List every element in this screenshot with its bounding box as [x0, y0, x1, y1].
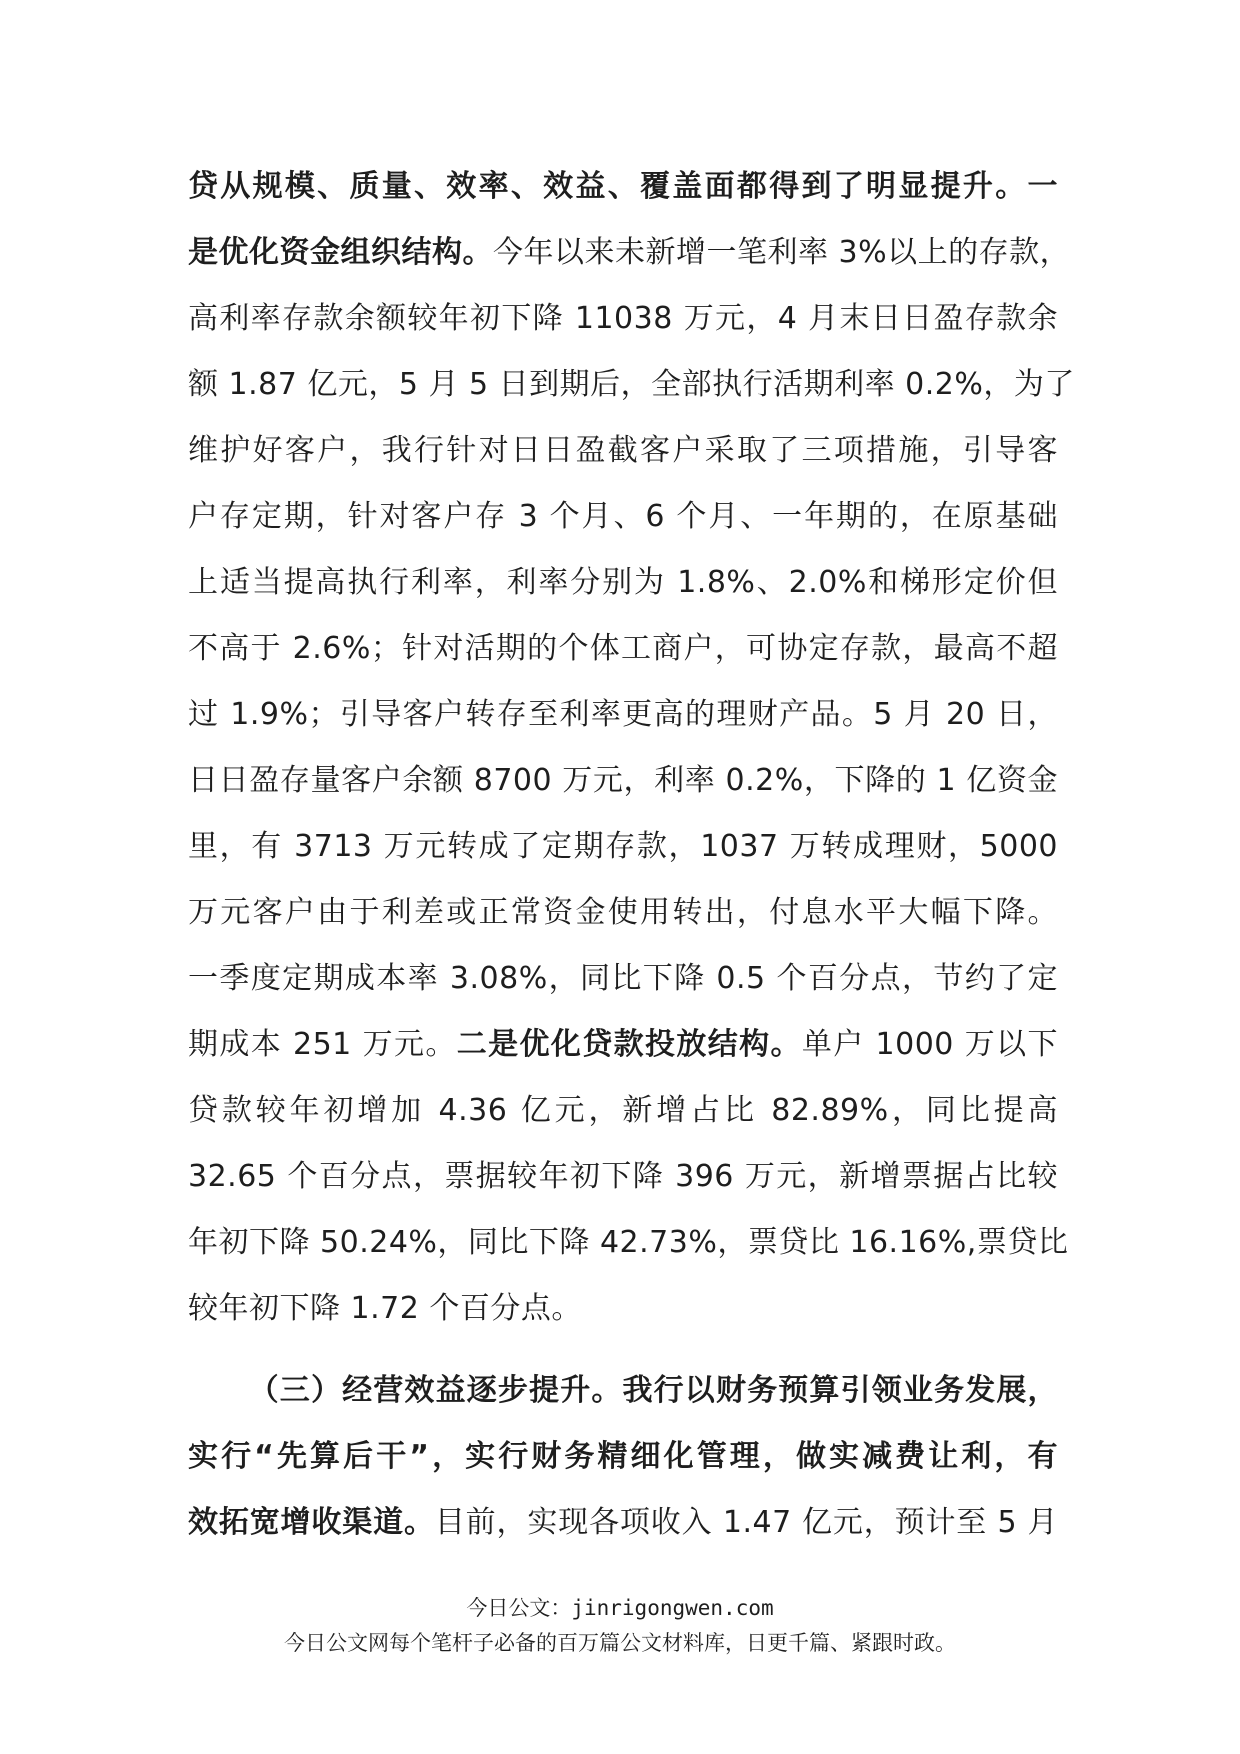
body-text: 上适当提高执行利率，利率分别为 1.8%、2.0%和梯形定价但	[188, 565, 1058, 600]
body-text: 万元客户由于利差或正常资金使用转出，付息水平大幅下降。	[188, 895, 1058, 930]
document-body	[188, 154, 1075, 1556]
body-text: 今年以来未新增一笔利率 3%以上的存款，	[493, 235, 1071, 270]
paragraph-line	[188, 814, 1058, 880]
paragraph-line	[188, 1012, 1058, 1078]
body-text: 单户 1000 万以下	[801, 1027, 1059, 1062]
bold-text: 效拓宽增收渠道。	[188, 1505, 435, 1540]
footer-site-link[interactable]: jinrigongwen.com	[571, 1596, 774, 1620]
footer-site-line	[0, 1592, 1240, 1622]
footer-slogan: 今日公文网每个笔杆子必备的百万篇公文材料库，日更千篇、紧跟时政。	[284, 1631, 956, 1655]
paragraph-line	[188, 946, 1058, 1012]
paragraph-line	[188, 1276, 1058, 1342]
paragraph-line	[188, 220, 1071, 286]
body-text: 期成本 251 万元。	[188, 1027, 457, 1062]
body-text: 过 1.9%；引导客户转存至利率更高的理财产品。5 月 20 日，	[188, 697, 1058, 732]
footer-site-label: 今日公文：	[466, 1596, 572, 1620]
paragraph-line	[188, 352, 1075, 418]
body-text: 高利率存款余额较年初下降 11038 万元，4 月末日日盈存款余	[188, 301, 1058, 336]
paragraph-line	[188, 880, 1058, 946]
section-heading: （三）经营效益逐步提升。我行以财务预算引领业务发展，	[248, 1373, 1058, 1408]
body-text: 贷款较年初增加 4.36 亿元，新增占比 82.89%，同比提高	[188, 1093, 1058, 1128]
body-text: 不高于 2.6%；针对活期的个体工商户，可协定存款，最高不超	[188, 631, 1058, 666]
paragraph-line	[188, 154, 1058, 220]
paragraph-line	[188, 418, 1058, 484]
paragraph-line	[188, 1210, 1069, 1276]
paragraph-line	[188, 1358, 1058, 1424]
bold-text: 贷从规模、质量、效率、效益、覆盖面都得到了明显提升。一	[188, 169, 1058, 204]
body-text: 较年初下降 1.72 个百分点。	[188, 1291, 582, 1326]
body-text: 维护好客户，我行针对日日盈截客户采取了三项措施，引导客	[188, 433, 1058, 468]
body-text: 里，有 3713 万元转成了定期存款，1037 万转成理财，5000	[188, 829, 1058, 864]
body-text: 额 1.87 亿元，5 月 5 日到期后，全部执行活期利率 0.2%，为了	[188, 367, 1075, 402]
paragraph-line	[188, 550, 1058, 616]
section-heading-inline: 是优化资金组织结构。	[188, 235, 493, 270]
bold-text: 实行“先算后干”，实行财务精细化管理，做实减费让利，有	[188, 1439, 1058, 1474]
paragraph-line	[188, 682, 1058, 748]
body-text: 32.65 个百分点，票据较年初下降 396 万元，新增票据占比较	[188, 1159, 1058, 1194]
body-text: 日日盈存量客户余额 8700 万元，利率 0.2%，下降的 1 亿资金	[188, 763, 1058, 798]
body-text: 目前，实现各项收入 1.47 亿元，预计至 5 月	[434, 1505, 1059, 1540]
body-text: 户存定期，针对客户存 3 个月、6 个月、一年期的，在原基础	[188, 499, 1058, 534]
paragraph-line	[188, 1144, 1058, 1210]
paragraph-line	[188, 1490, 1058, 1556]
paragraph-line	[188, 484, 1058, 550]
paragraph-line	[188, 286, 1058, 352]
paragraph-line	[188, 748, 1058, 814]
body-text: 年初下降 50.24%，同比下降 42.73%，票贷比 16.16%,票贷比	[188, 1225, 1069, 1260]
paragraph-line	[188, 616, 1058, 682]
paragraph-line	[188, 1424, 1058, 1490]
section-heading-inline: 二是优化贷款投放结构。	[456, 1027, 802, 1062]
body-text: 一季度定期成本率 3.08%，同比下降 0.5 个百分点，节约了定	[188, 961, 1058, 996]
paragraph-line	[188, 1078, 1058, 1144]
